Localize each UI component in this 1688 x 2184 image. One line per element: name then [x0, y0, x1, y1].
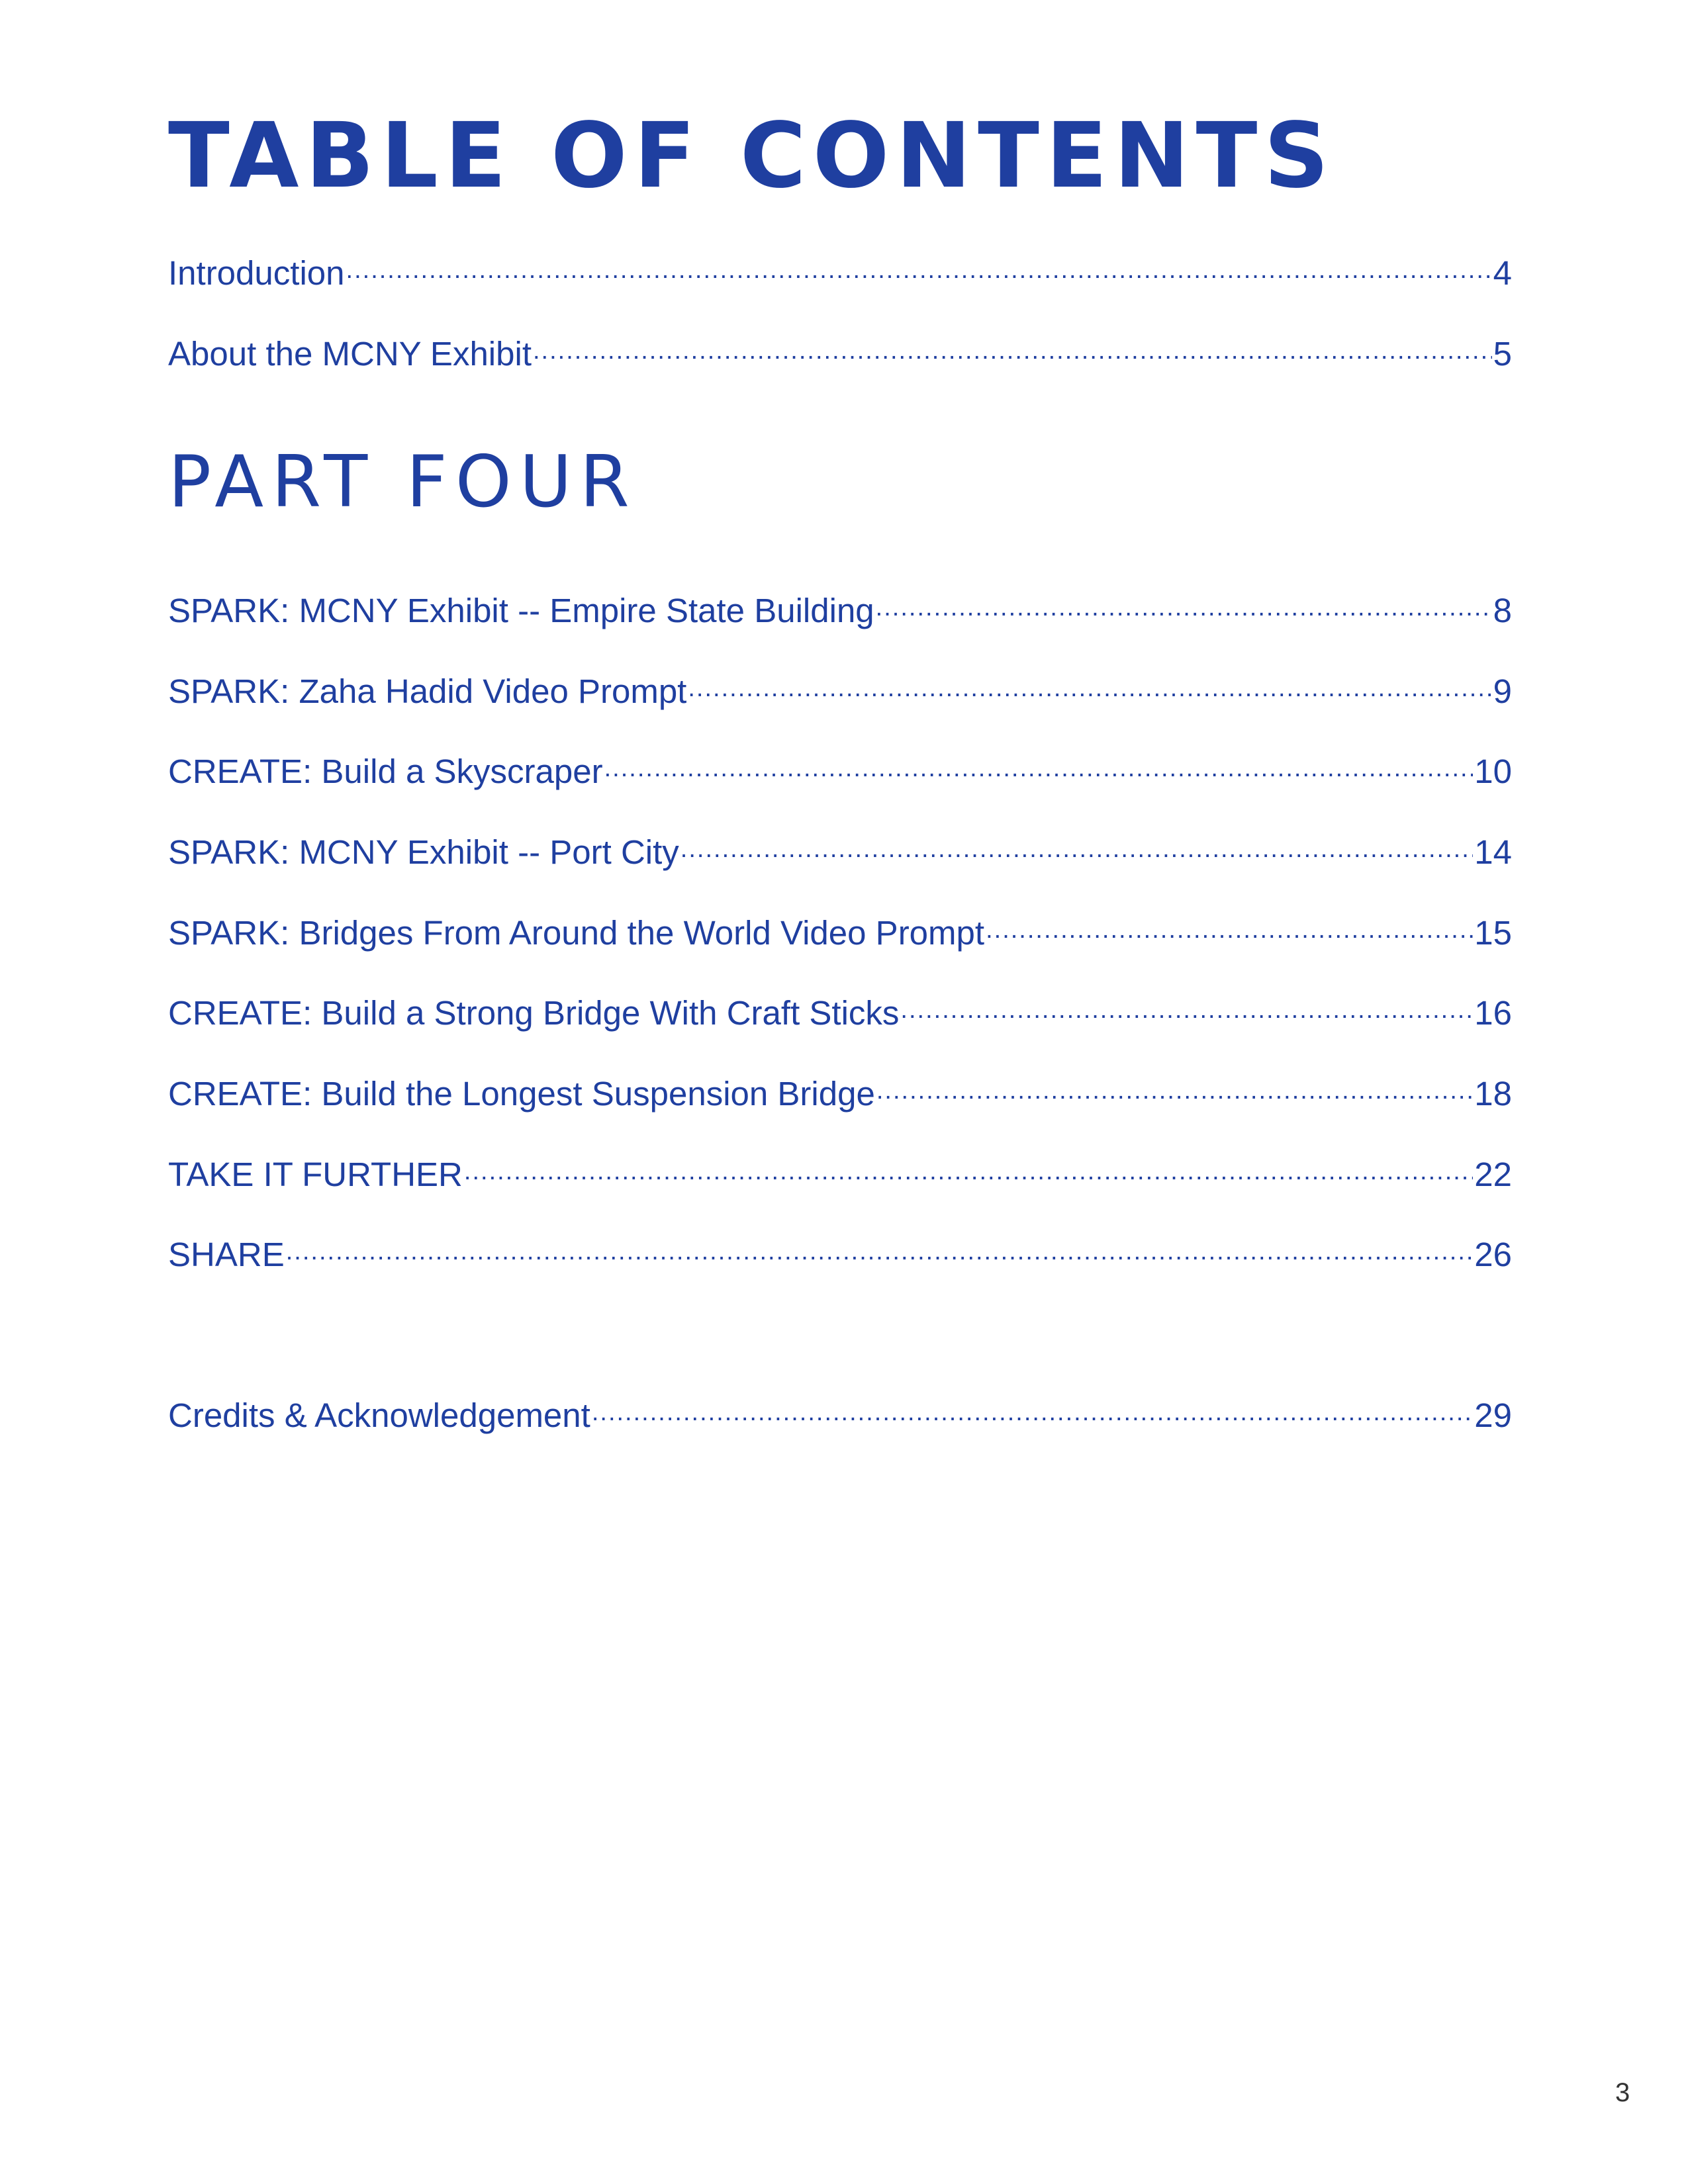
toc-entry-label: CREATE: Build the Longest Suspension Bridge	[168, 1075, 875, 1113]
section-heading: PART FOUR	[168, 441, 637, 523]
toc-entry-label: SHARE	[168, 1236, 285, 1273]
toc-entry-introduction[interactable]	[168, 251, 1512, 298]
toc-entry-page-number: 18	[1474, 1075, 1512, 1113]
toc-entry-page-number: 15	[1474, 914, 1512, 952]
toc-entry-page-number: 10	[1474, 752, 1512, 790]
toc-entry-label: SPARK: MCNY Exhibit -- Empire State Building	[168, 592, 874, 629]
toc-entry-label: CREATE: Build a Skyscraper	[168, 752, 603, 790]
dot-leader	[286, 1233, 1474, 1266]
toc-entry-label: SPARK: MCNY Exhibit -- Port City	[168, 833, 679, 871]
toc-entry-strong-bridge-craft-sticks[interactable]	[168, 991, 1512, 1038]
toc-entry-page-number: 16	[1474, 994, 1512, 1032]
dot-leader	[680, 831, 1473, 864]
dot-leader	[900, 991, 1473, 1024]
toc-entry-page-number: 9	[1493, 672, 1512, 710]
dot-leader	[876, 1072, 1473, 1105]
toc-entry-page-number: 14	[1474, 833, 1512, 871]
toc-entry-credits-acknowledgement[interactable]	[168, 1394, 1512, 1440]
toc-entry-page-number: 29	[1474, 1396, 1512, 1434]
toc-entry-page-number: 4	[1493, 254, 1512, 292]
toc-entry-label: SPARK: Zaha Hadid Video Prompt	[168, 672, 687, 710]
toc-entry-bridges-video-prompt[interactable]	[168, 911, 1512, 958]
dot-leader	[688, 670, 1491, 703]
dot-leader	[592, 1394, 1473, 1427]
toc-entry-take-it-further[interactable]	[168, 1153, 1512, 1199]
toc-entry-label: SPARK: Bridges From Around the World Video Prompt	[168, 914, 985, 952]
dot-leader	[464, 1153, 1473, 1186]
dot-leader	[876, 589, 1492, 622]
page-title: TABLE OF CONTENTS	[168, 104, 1336, 208]
toc-entry-label: CREATE: Build a Strong Bridge With Craft Sticks	[168, 994, 900, 1032]
document-page	[168, 0, 1512, 2184]
toc-entry-page-number: 8	[1493, 592, 1512, 629]
dot-leader	[604, 750, 1474, 783]
toc-entry-port-city[interactable]	[168, 831, 1512, 877]
toc-entry-empire-state-building[interactable]	[168, 589, 1512, 635]
toc-entry-longest-suspension-bridge[interactable]	[168, 1072, 1512, 1118]
toc-entry-page-number: 26	[1474, 1236, 1512, 1273]
toc-entry-label: Introduction	[168, 254, 345, 292]
dot-leader	[986, 911, 1473, 944]
dot-leader	[346, 251, 1492, 285]
toc-entry-about-mcny-exhibit[interactable]	[168, 332, 1512, 379]
toc-entry-build-a-skyscraper[interactable]	[168, 750, 1512, 796]
dot-leader	[533, 332, 1492, 365]
toc-entry-zaha-hadid-video-prompt[interactable]	[168, 670, 1512, 716]
toc-entry-label: TAKE IT FURTHER	[168, 1156, 463, 1193]
page-number: 3	[1615, 2078, 1630, 2107]
toc-entry-share[interactable]	[168, 1233, 1512, 1279]
toc-entry-page-number: 5	[1493, 335, 1512, 373]
toc-entry-page-number: 22	[1474, 1156, 1512, 1193]
toc-entry-label: About the MCNY Exhibit	[168, 335, 532, 373]
toc-entry-label: Credits & Acknowledgement	[168, 1396, 590, 1434]
